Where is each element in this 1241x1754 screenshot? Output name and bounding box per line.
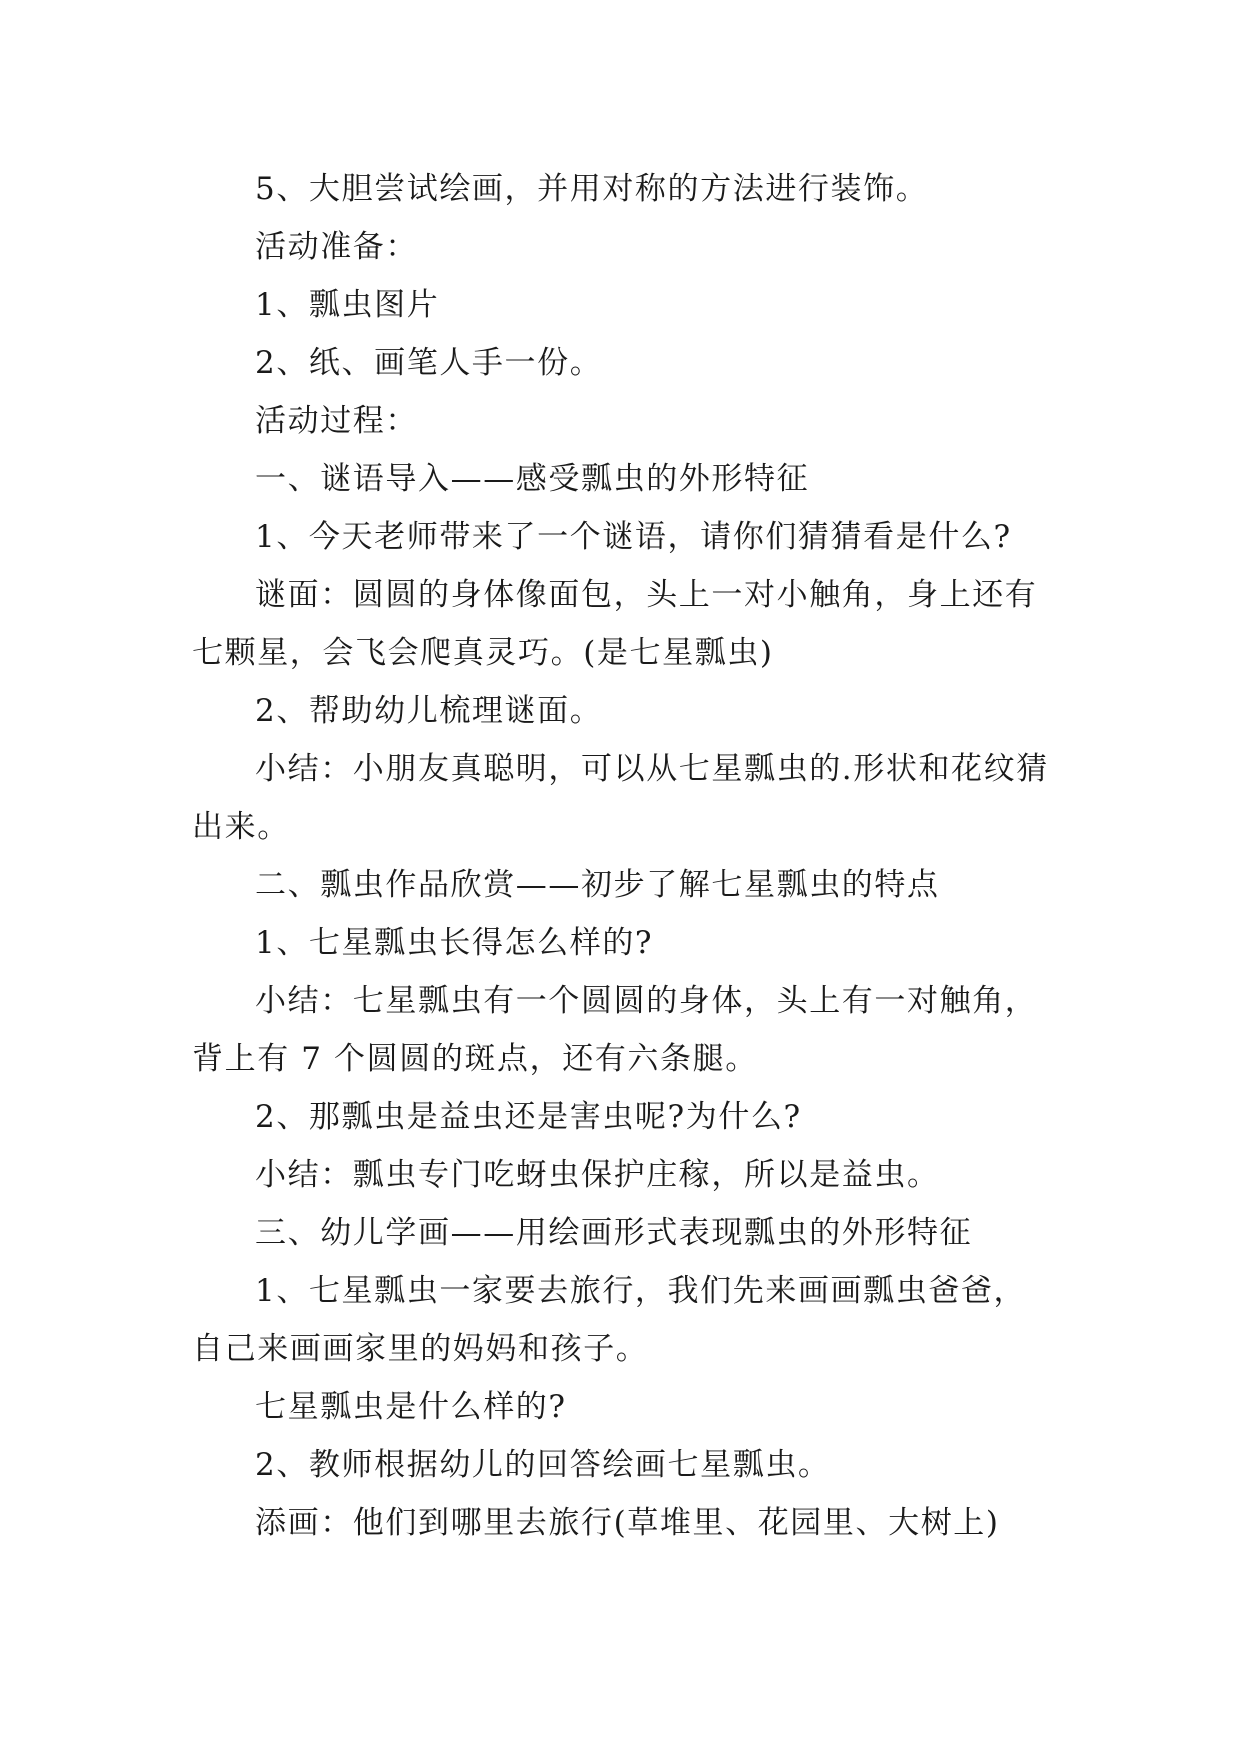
paragraph: 1、瓢虫图片: [255, 287, 440, 323]
section-heading: 活动过程：: [255, 403, 418, 439]
paragraph: 1、今天老师带来了一个谜语，请你们猜猜看是什么?: [255, 519, 1012, 555]
paragraph: 小结：七星瓢虫有一个圆圆的身体，头上有一对触角，背上有 7 个圆圆的斑点，还有六条腿。: [192, 983, 1038, 1077]
section-heading: 一、谜语导入——感受瓢虫的外形特征: [255, 461, 810, 497]
paragraph: 2、帮助幼儿梳理谜面。: [255, 693, 603, 729]
document-body: [192, 160, 1052, 1552]
paragraph: 添画：他们到哪里去旅行(草堆里、花园里、大树上): [255, 1505, 1000, 1541]
section-heading: 三、幼儿学画——用绘画形式表现瓢虫的外形特征: [255, 1215, 973, 1251]
paragraph: 小结：小朋友真聪明，可以从七星瓢虫的.形状和花纹猜出来。: [192, 751, 1049, 845]
paragraph: 谜面：圆圆的身体像面包，头上一对小触角，身上还有七颗星，会飞会爬真灵巧。(是七星瓢虫): [192, 577, 1038, 671]
paragraph: 2、那瓢虫是益虫还是害虫呢?为什么?: [255, 1099, 802, 1135]
paragraph: 2、教师根据幼儿的回答绘画七星瓢虫。: [255, 1447, 831, 1483]
paragraph: 1、七星瓢虫一家要去旅行，我们先来画画瓢虫爸爸，自己来画画家里的妈妈和孩子。: [192, 1273, 1027, 1367]
paragraph: 七星瓢虫是什么样的?: [255, 1389, 567, 1425]
section-heading: 二、瓢虫作品欣赏——初步了解七星瓢虫的特点: [255, 867, 940, 903]
paragraph: 小结：瓢虫专门吃蚜虫保护庄稼，所以是益虫。: [255, 1157, 940, 1193]
section-heading: 活动准备：: [255, 229, 418, 265]
paragraph: 5、大胆尝试绘画，并用对称的方法进行装饰。: [255, 171, 929, 207]
paragraph: 1、七星瓢虫长得怎么样的?: [255, 925, 654, 961]
paragraph: 2、纸、画笔人手一份。: [255, 345, 603, 381]
